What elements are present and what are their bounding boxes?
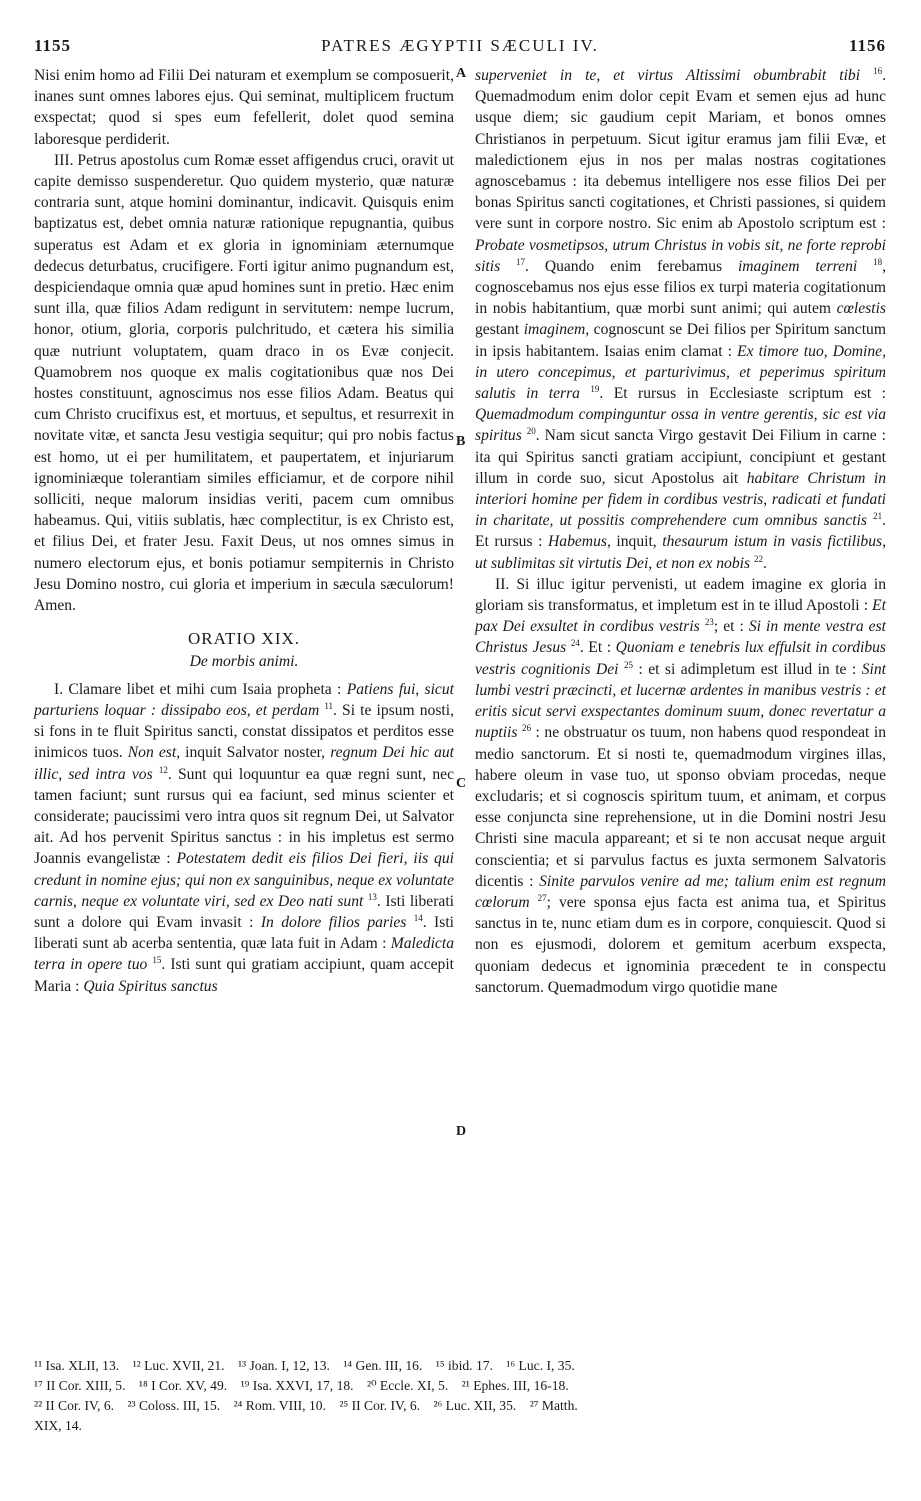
left-paragraph-3: III. Petrus apostolus cum Romæ esset affigendus cruci, oravit ut capite demisso suspenderetur. Quo quidem mysterio, quæ naturæ contraria sunt, atque homini dominantur, indicavit. Quisquis enim baptizatus est, debet omnia naturæ rationique repugnantia, quibus superatus est Adam et ex gloria in ignominiam æternumque dedecus deturbatus, crucifigere. Forti igitur animo pugnandum est, despiciendaque omnia quæ apud homines sunt in pretio. Hæc enim sunt illa, quæ filios Adam redigunt in servitutem: nempe lucrum, honor, otium, gloria, corporis pulchritudo, et cætera his similia quæ nutriunt voluptatem, quam draco in os Evæ conjecit. Quamobrem nos quoque ex malis cogitationibus quæ nos Dei hostes constituunt, agnoscimus nos esse filios Adam. Beatus qui cum Christo crucifixus est, et mortuus, et sepultus, et resurrexit in novitate vitæ, et sancta Jesu vestigia sequitur; qui pro nobis factus est homo, ut ei per humilitatem, et paupertatem, et injuriarum ignominiæque tolerantiam similes efficiamur, et de corpore nihil solliciti, neque malorum insidias veriti, pacem cum omnibus habeamus. Qui, vitiis sublatis, hæc complectitur, is ex Christo est, et filius Dei, et frater Jesu. Faxit Deus, ut nos omnes simus in numero electorum ejus, et bonis potiamur sempiternis in Christo Jesu Domino nostro, cui gloria et imperium in sæcula sæculorum! Amen. — [34, 151, 454, 615]
left-paragraph-oratio-1: I. Clamare libet et mihi cum Isaia propheta : Patiens fui, sicut parturiens loquar : dissipabo eos, et perdam $^{11}$. Si te ipsum nosti, si fons in te fluit Spiritus sancti, constat dissipatos et perditos esse inimicos tuos. Non est, inquit Salvator noster, regnum Dei hic aut illic, sed intra vos $^{12}$. Sunt qui loquuntur ea quæ regni sunt, nec tamen faciunt; sunt rursus qui ea faciunt, sed minus scienter et considerate; paucissimi vero intra quos sit regnum Dei, ut Salvator ait. Ad hos pervenit Spiritus sanctus : in his impletus est sermo Joannis evangelistæ : Potestatem dedit eis filios Dei fieri, iis qui credunt in nomine ejus; qui non ex sanguinibus, neque ex voluntate carnis, neque ex voluntate viri, sed ex Deo nati sunt $^{13}$. Isti liberati sunt a dolore qui Evam invasit : In dolore filios paries $^{14}$. Isti liberati sunt ab acerba sententia, quæ lata fuit in Adam : Maledicta terra in opere tuo $^{15}$. Isti sunt qui gratiam accipiunt, quam accepit Maria : Quia Spiritus sanctus — [34, 680, 455, 995]
left-paragraph-1: Nisi enim homo ad Filii Dei naturam et exemplum se composuerit, inanes sunt omnes labores ejus. Qui seminat, multiplicem fructum exspectat; quod si spes eum fefellerit, dolet quod semina laboresque perdiderit. — [34, 67, 454, 148]
margin-letter-d: D — [456, 1124, 467, 1139]
footnote: ¹⁹ Isa. XXVI, 17, 18. — [240, 1378, 354, 1393]
footnote: ¹³ Joan. I, 12, 13. — [237, 1358, 330, 1373]
margin-letter-b: B — [456, 434, 466, 449]
margin-letter-c: C — [456, 776, 467, 791]
footnote: ¹⁶ Luc. I, 35. — [506, 1358, 575, 1373]
footnote-line-3 — [34, 1396, 886, 1416]
footnote: ²² II Cor. IV, 6. — [34, 1398, 115, 1413]
footnote: ¹⁷ II Cor. XIII, 5. — [34, 1378, 126, 1393]
footnote-line-4 — [34, 1416, 886, 1436]
right-paragraph-2: II. Si illuc igitur pervenisti, ut eadem imagine ex gloria in gloriam sis transformatus, et impletum est in te illud Apostoli : Et pax Dei exsultet in cordibus vestris $^{23}$; et : Si in mente vestra est Christus Jesus $^{24}$. Et : Quoniam e tenebris lux effulsit in cordibus vestris cognitionis Dei $^{25}$ : et si adimpletum est illud in te : Sint lumbi vestri præcincti, et lucernæ ardentes in manibus vestris : et eritis sicut servi exspectantes dominum suum, donec revertatur a nuptiis $^{26}$ : ne obstruatur os tuum, non habens quod respondeat in medio sanctorum. Et si nosti te, quemadmodum virgines illas, habere oleum in vase tuo, ut sponso obviam procedas, neque excludaris; et si cognoscis spiritum tuum, et animam, et corpus esse conjuncta sine reprehensione, ut in die Domini nostri Jesu Christi sine macula appareant; et si te non accusat neque arguit conscientia; et si parvulus factus es juxta sermonem Salvatoris dicentis : Sinite parvulos venire ad me; talium enim est regnum cœlorum $^{27}$; vere sponsa ejus facta est anima tua, et Spiritus sanctus in te, nunc etiam dum es in corpore, conquiescit. Quod si non es ejusmodi, dolorem et gemitum acerbum exspecta, quoniam dedecus et ignominia præcedent te in conspectu sanctorum. Quemadmodum virgo quotidie mane — [475, 575, 887, 996]
footnote: ¹² Luc. XVII, 21. — [132, 1358, 225, 1373]
footnote: ²⁶ Luc. XII, 35. — [433, 1398, 517, 1413]
footnote: ¹⁵ ibid. 17. — [435, 1358, 493, 1373]
page-number-left: 1155 — [34, 36, 72, 55]
page-header — [34, 36, 886, 62]
footnote: ¹⁸ I Cor. XV, 49. — [138, 1378, 228, 1393]
footnote: ²³ Coloss. III, 15. — [127, 1398, 221, 1413]
footnote: ²⁰ Eccle. XI, 5. — [367, 1378, 449, 1393]
right-column — [475, 65, 886, 998]
footnote-line-2 — [34, 1376, 886, 1396]
footnote: ²¹ Ephes. III, 16-18. — [461, 1378, 569, 1393]
right-paragraph-1: superveniet in te, et virtus Altissimi obumbrabit tibi $^{16}$. Quemadmodum enim dolor cepit Evam et semen ejus ad hunc usque diem; sic gaudium cepit Mariam, et bonos omnes Christianos in perpetuum. Sicut igitur eramus jam filii Evæ, et maledictionem ejus in nos per malas nostras cogitationes agnoscebamus : ita debemus intelligere nos esse filios Dei per bonas Spiritus sancti cogitationes, et Christi passiones, si quidem vere sunt in corpore nostro. Sic enim ab Apostolo scriptum est : Probate vosmetipsos, utrum Christus in vobis sit, ne forte reprobi sitis $^{17}$. Quando enim ferebamus imaginem terreni $^{18}$, cognoscebamus nos ejus esse filios ex turpi materia cogitationum in nobis habitantium, quæ morbi sunt animi; qui autem cœlestis gestant imaginem, cognoscunt se Dei filios per Spiritum sanctum in ipsis habitantem. Isaias enim clamat : Ex timore tuo, Domine, in utero concepimus, et parturivimus, et peperimus spiritum salutis in terra $^{19}$. Et rursus in Ecclesiaste scriptum est : Quemadmodum compinguntur ossa in ventre gerentis, sic est via spiritus $^{20}$. Nam sicut sancta Virgo gestavit Dei Filium in carne : ita qui Spiritus sancti gratiam accipiunt, concipiunt et gestant illum in corde suo, sicut Apostolus ait habitare Christum in interiori homine per fidem in cordibus vestris, radicati et fundati in charitate, ut possitis comprehendere cum omnibus sanctis $^{21}$. Et rursus : Habemus, inquit, thesaurum istum in vasis fictilibus, ut sublimitas sit virtutis Dei, et non ex nobis $^{22}$. — [475, 65, 886, 572]
footnote: ¹¹ Isa. XLII, 13. — [34, 1358, 120, 1373]
oratio-title: ORATIO XIX. — [187, 629, 301, 649]
margin-letter-a: A — [456, 66, 467, 81]
footnote: ¹⁴ Gen. III, 16. — [343, 1358, 423, 1373]
page-number-right: 1156 — [848, 36, 886, 55]
footnote: ²⁵ II Cor. IV, 6. — [339, 1398, 421, 1413]
left-column — [34, 65, 454, 997]
oratio-subtitle: De morbis animi. — [189, 653, 299, 671]
footnote: ²⁷ Matth. — [529, 1398, 578, 1413]
footnote-line-1 — [34, 1356, 886, 1376]
running-title: PATRES ÆGYPTII SÆCULI IV. — [321, 36, 599, 55]
footnote: XIX, 14. — [34, 1418, 82, 1433]
footnote: ²⁴ Rom. VIII, 10. — [233, 1398, 326, 1413]
footnotes — [34, 1356, 886, 1436]
